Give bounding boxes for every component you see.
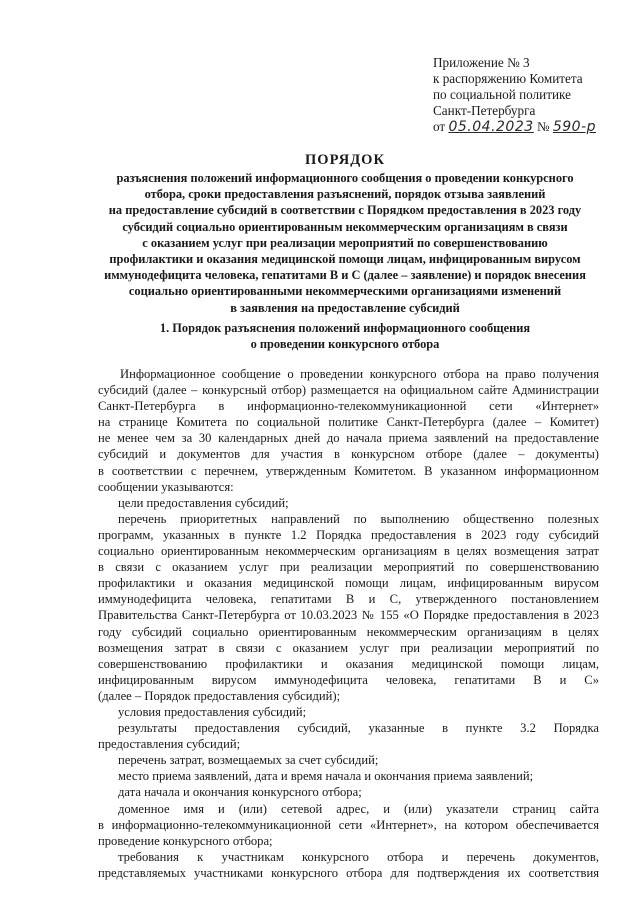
body-line: доменное имя и (или) сетевой адрес, и (или) указатели страниц сайта (118, 801, 599, 816)
document-subtitle (82, 170, 608, 316)
body-line: субсидий и документов для участия в конкурсном отборе (далее – документы) (98, 447, 599, 462)
body-line: предоставления субсидий; (98, 737, 241, 752)
body-line: в информационно-телекоммуникационной сети «Интернет», на котором обеспечивается (98, 817, 599, 832)
subtitle-line: субсидий социально ориентированным некоммерческим организациям в связи (122, 219, 568, 234)
document-title: ПОРЯДОК (305, 152, 385, 168)
body-line: Санкт-Петербурга в информационно-телекоммуникационной сети «Интернет» (98, 399, 599, 414)
body-line: профилактики и оказания медицинской помощи лицам, инфицированным вирусом (98, 576, 599, 591)
body-line: инфицированным вирусом иммунодефицита человека, гепатитами В и С» (98, 672, 599, 687)
body-line: в связи с оказанием услуг при реализации мероприятий по совершенствованию (98, 560, 599, 575)
body-line: совершенствованию профилактики и оказания медицинской помощи лицам, (98, 656, 599, 671)
body-line: на странице Комитета по социальной политике Санкт-Петербурга (далее – Комитет) (98, 415, 599, 430)
date-prefix: от (433, 119, 446, 134)
appendix-date-line (433, 119, 596, 135)
appendix-line-3: по социальной политике (433, 87, 571, 102)
body-line: в соответствии с перечнем, утвержденным Комитетом. В указанном информационном (98, 463, 599, 478)
body-line: перечень затрат, возмещаемых за счет субсидий; (118, 753, 379, 768)
body-line: дата начала и окончания конкурсного отбора; (118, 785, 362, 800)
body-line: условия предоставления субсидий; (118, 704, 307, 719)
handwritten-date: 05.04.2023 (448, 119, 534, 135)
section-heading-line: 1. Порядок разъяснения положений информационного сообщения (159, 321, 531, 335)
body-line: программ, указанных в пункте 1.2 Порядка предоставления в 2023 году субсидий (98, 527, 599, 542)
body-line: цели предоставления субсидий; (118, 495, 289, 510)
body-line: иммунодефицита человека, гепатитами В и С, утвержденного постановлением (98, 592, 599, 607)
body-line: Информационное сообщение о проведении конкурсного отбора на право получения (120, 367, 599, 381)
section-heading-line: о проведении конкурсного отбора (250, 337, 440, 351)
body-line: субсидий (далее – конкурсный отбор) размещается на официальном сайте Администрации (98, 383, 599, 398)
subtitle-line: отбора, сроки предоставления разъяснений, порядок отзыва заявлений (144, 187, 546, 202)
body-line: Правительства Санкт-Петербурга от 10.03.2023 № 155 «О Порядке предоставления в 2023 (98, 608, 599, 623)
subtitle-line: разъяснения положений информационного сообщения о проведении конкурсного (116, 171, 574, 185)
body-line: году субсидий социально ориентированным некоммерческим организациям в целях (98, 624, 599, 639)
appendix-block (433, 55, 596, 135)
body-line: представляемых участниками конкурсного отбора для подтверждения их соответствия (98, 865, 599, 880)
body-line: требования к участникам конкурсного отбора и перечень документов, (118, 849, 599, 864)
number-prefix: № (536, 119, 550, 134)
body-line: проведение конкурсного отбора; (98, 833, 273, 848)
body-text (98, 366, 599, 881)
body-line: место приема заявлений, дата и время начала и окончания приема заявлений; (118, 769, 534, 784)
body-line: перечень приоритетных направлений по выполнению общественно полезных (118, 511, 599, 526)
handwritten-number: 590-р (552, 119, 597, 135)
subtitle-line: профилактики и оказания медицинской помощи лицам, инфицированным вирусом (109, 252, 581, 267)
appendix-line-2: к распоряжению Комитета (433, 71, 583, 86)
subtitle-line: в заявления на предоставление субсидий (230, 300, 460, 315)
body-line: результаты предоставления субсидий, указанные в пункте 3.2 Порядка (118, 721, 599, 736)
subtitle-line: на предоставление субсидий в соответствии с Порядком предоставления в 2023 году (108, 203, 582, 218)
subtitle-line: социально ориентированными некоммерческими организациями изменений (128, 284, 562, 299)
appendix-line-1: Приложение № 3 (433, 55, 530, 70)
subtitle-line: с оказанием услуг при реализации мероприятий по совершенствованию (142, 235, 548, 250)
section-heading (110, 320, 580, 352)
body-line: (далее – Порядок предоставления субсидий); (98, 688, 341, 703)
body-line: социально ориентированным некоммерческим организациям в целях возмещения затрат (98, 544, 599, 559)
subtitle-line: иммунодефицита человека, гепатитами В и С (далее – заявление) и порядок внесения (104, 268, 586, 283)
body-line: возмещения затрат в связи с оказанием услуг при реализации мероприятий по (98, 640, 599, 655)
body-line: не менее чем за 30 календарных дней до начала приема заявлений на предоставление (98, 431, 599, 446)
appendix-line-4: Санкт-Петербурга (433, 103, 536, 118)
body-line: сообщении указываются: (98, 479, 234, 494)
